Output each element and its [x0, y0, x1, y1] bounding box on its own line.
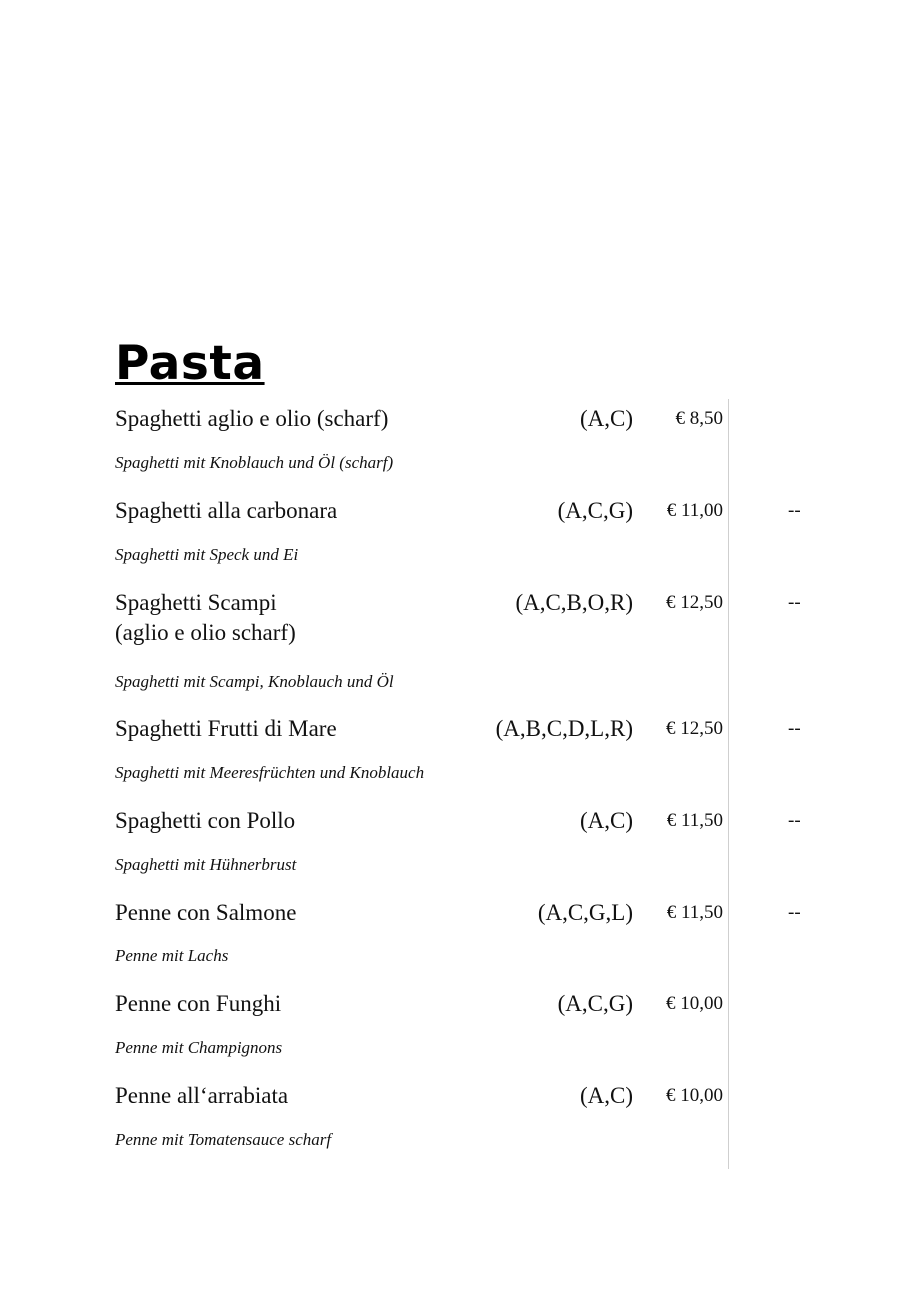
item-name-line: Spaghetti aglio e olio (scharf): [115, 406, 389, 431]
item-allergens: (A,C): [579, 406, 633, 431]
item-allergens: (A,C,G): [557, 498, 633, 523]
item-description: Spaghetti mit Hühnerbrust: [115, 855, 297, 874]
item-description: Spaghetti mit Knoblauch und Öl (scharf): [115, 453, 394, 472]
item-name: [115, 404, 388, 434]
item-name: [115, 898, 296, 928]
item-allergens: (A,C,G): [557, 991, 633, 1016]
item-price: € 8,50: [675, 408, 723, 429]
page-title: Pasta: [115, 336, 265, 391]
item-name-line-2: (aglio e olio scharf): [115, 620, 296, 645]
item-name-line: Spaghetti con Pollo: [115, 808, 296, 833]
item-description: Penne mit Champignons: [115, 1038, 283, 1057]
item-name: [115, 806, 295, 836]
item-allergens: (A,C): [579, 1083, 633, 1108]
item-price: € 11,00: [666, 500, 723, 521]
item-description: Penne mit Tomatensauce scharf: [115, 1130, 332, 1149]
item-name: [115, 588, 296, 648]
item-extra-mark: --: [788, 592, 801, 613]
item-price: € 12,50: [666, 718, 723, 739]
item-extra-mark: --: [788, 500, 801, 521]
item-price: € 12,50: [666, 592, 723, 613]
item-extra-mark: --: [788, 718, 801, 739]
item-description: Spaghetti mit Meeresfrüchten und Knoblauch: [115, 763, 425, 782]
item-name-line: Spaghetti Frutti di Mare: [115, 716, 337, 741]
item-name-line: Spaghetti Scampi: [115, 590, 277, 615]
item-description: Penne mit Lachs: [115, 946, 229, 965]
item-name-line: Penne con Salmone: [115, 900, 297, 925]
item-description: Spaghetti mit Scampi, Knoblauch und Öl: [115, 672, 394, 691]
item-name-line: Penne all‘arrabiata: [115, 1083, 289, 1108]
item-price: € 10,00: [666, 993, 723, 1014]
item-allergens: (A,C,B,O,R): [515, 590, 633, 615]
item-name: [115, 1081, 288, 1111]
item-description: Spaghetti mit Speck und Ei: [115, 545, 299, 564]
item-allergens: (A,C): [579, 808, 633, 833]
item-name-line: Spaghetti alla carbonara: [115, 498, 338, 523]
item-name: [115, 496, 337, 526]
item-extra-mark: --: [788, 902, 801, 923]
item-extra-mark: --: [788, 810, 801, 831]
item-name: [115, 989, 281, 1019]
item-price: € 11,50: [666, 902, 723, 923]
item-name: [115, 714, 337, 744]
item-allergens: (A,B,C,D,L,R): [495, 716, 633, 741]
item-price: € 10,00: [666, 1085, 723, 1106]
item-name-line: Penne con Funghi: [115, 991, 282, 1016]
item-price: € 11,50: [666, 810, 723, 831]
item-allergens: (A,C,G,L): [537, 900, 633, 925]
